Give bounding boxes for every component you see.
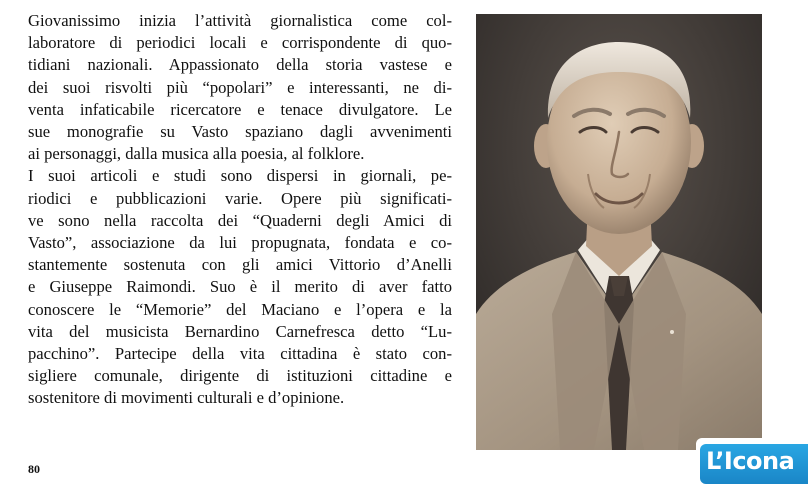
paragraph-2 (28, 165, 452, 409)
text-line: ai personaggi, dalla musica alla poesia, al folklore. (28, 144, 365, 164)
text-line: Vasto”, associazione da lui propugnata, fondata e co- (28, 233, 452, 253)
text-line: I suoi articoli e studi sono dispersi in giornali, pe- (28, 166, 452, 186)
article-text (28, 10, 452, 410)
paragraph-1 (28, 10, 452, 165)
portrait-illustration (476, 14, 762, 450)
text-line: sigliere comunale, dirigente di istituzioni cittadine e (28, 366, 452, 386)
text-line: conoscere le “Memorie” del Maciano e l’opera e la (28, 299, 452, 319)
page-number: 80 (28, 462, 40, 476)
text-line: vita del musicista Bernardino Carnefresca detto “Lu- (28, 321, 452, 341)
text-line: pacchino”. Partecipe della vita cittadina è stato con- (28, 344, 452, 364)
text-line: stantemente sostenuta con gli amici Vittorio d’Anelli (28, 255, 452, 275)
text-line: laboratore di periodici locali e corrispondente di quo- (28, 33, 452, 53)
text-line: dei suoi risvolti più “popolari” e interessanti, ne di- (28, 77, 452, 97)
text-line: ve sono nella raccolta dei “Quaderni degli Amici di (28, 210, 452, 230)
portrait-photo (476, 14, 762, 450)
text-line: tidiani nazionali. Appassionato della storia vastese e (28, 55, 452, 75)
text-line: Giovanissimo inizia l’attività giornalistica come col- (28, 11, 452, 30)
text-line: sue monografie su Vasto spaziano dagli avvenimenti (28, 122, 452, 142)
text-line: riodici e pubblicazioni varie. Opere più significati- (28, 188, 452, 208)
text-line: venta infaticabile ricercatore e tenace divulgatore. Le (28, 99, 452, 119)
text-line: e Giuseppe Raimondi. Suo è il merito di aver fatto (28, 277, 452, 297)
licona-logo-text: L’Icona (706, 447, 795, 475)
text-line: sostenitore di movimenti culturali e d’opinione. (28, 388, 345, 408)
